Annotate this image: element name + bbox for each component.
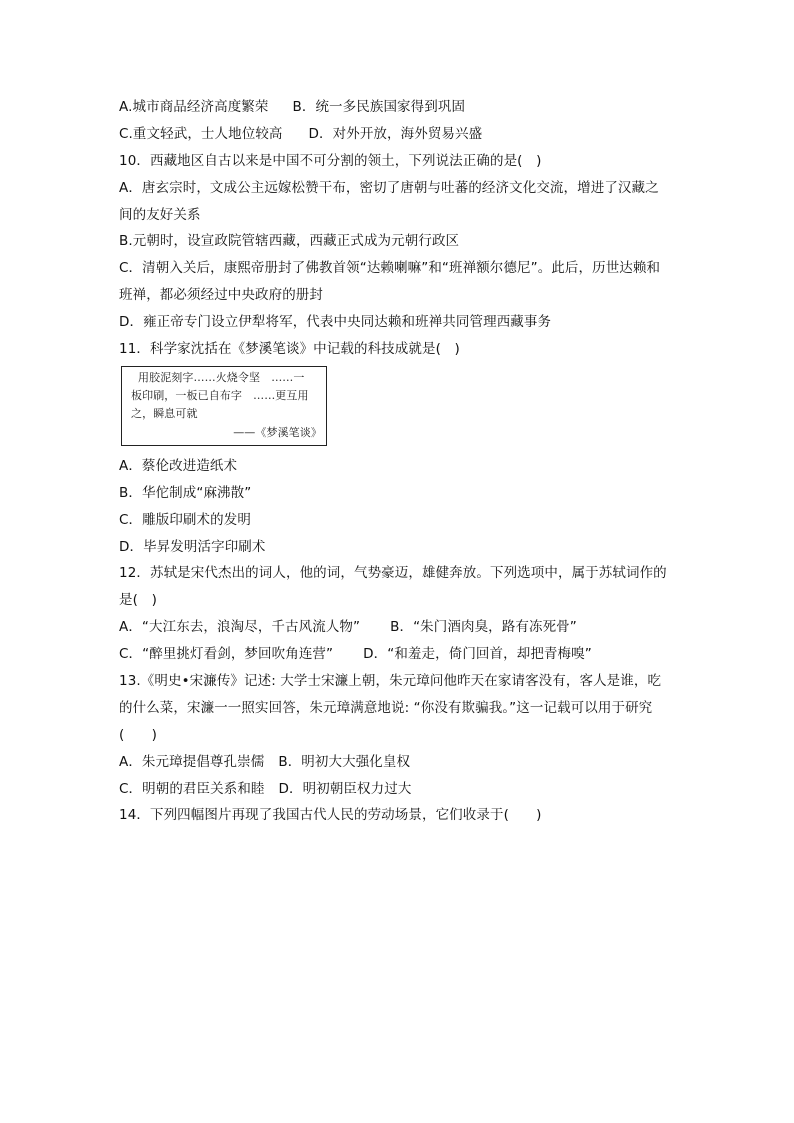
quote-line: 板印刷，一板已自布字 ……更互用 [131, 388, 309, 402]
q12-option-b: B．“朱门酒肉臭，路有冻死骨” [390, 619, 577, 636]
q11-option-d: D．毕昇发明活字印刷术 [119, 538, 266, 555]
q10-option-b: B.元朝时，设宣政院管辖西藏，西藏正式成为元朝行政区 [119, 233, 460, 250]
q14-stem: 14．下列四幅图片再现了我国古代人民的劳动场景，它们收录于( ) [119, 807, 542, 824]
q10-stem: 10．西藏地区自古以来是中国不可分割的领土，下列说法正确的是( ) [119, 152, 542, 169]
q10-option-c-line-1: C．清朝入关后，康熙帝册封了佛教首领“达赖喇嘛”和“班禅额尔德尼”。此后，历世达赖和 [119, 260, 661, 277]
q9-option-a: A.城市商品经济高度繁荣 [119, 99, 269, 115]
quote-source: ——《梦溪笔谈》 [233, 425, 322, 439]
q13-stem-line-2: 的什么菜，宋濂一一照实回答，朱元璋满意地说: “你没有欺骗我。”这一记载可以用于研究 [119, 699, 653, 716]
q11-option-c: C．雕版印刷术的发明 [119, 511, 251, 528]
q9-options-row-2 [119, 121, 679, 148]
q13-options-row-2 [119, 776, 679, 803]
q11-stem: 11．科学家沈括在《梦溪笔谈》中记载的科技成就是( ) [119, 341, 460, 358]
q13-option-d: D．明初朝臣权力过大 [278, 780, 412, 797]
q10-option-d: D．雍正帝专门设立伊犁将军，代表中央同达赖和班禅共同管理西藏事务 [119, 314, 552, 331]
q12-stem-line-1: 12．苏轼是宋代杰出的词人，他的词，气势豪迈，雄健奔放。下列选项中，属于苏轼词作的 [119, 565, 667, 582]
q9-option-c: C.重文轻武，士人地位较高 [119, 125, 283, 142]
quote-line: 之，瞬息可就 [131, 406, 198, 420]
q9-option-b: B．统一多民族国家得到巩固 [292, 99, 466, 115]
q12-option-a: A．“大江东去，浪淘尽，千古风流人物” [119, 619, 361, 636]
q12-option-d: D．“和羞走，倚门回首，却把青梅嗅” [363, 646, 592, 663]
q10-option-a-line-1: A．唐玄宗时，文成公主远嫁松赞干布，密切了唐朝与吐蕃的经济文化交流，增进了汉藏之 [119, 179, 659, 196]
q9-option-d: D．对外开放，海外贸易兴盛 [308, 125, 483, 142]
q12-options-row-2 [119, 641, 679, 668]
q12-options-row-1 [119, 614, 679, 641]
quote-line: 用胶泥刻字……火烧令坚 ……一 [138, 370, 305, 384]
q13-options-row-1 [119, 749, 679, 776]
question-content [119, 94, 679, 829]
q11-option-b: B．华佗制成“麻沸散” [119, 484, 252, 501]
q12-stem-line-2: 是( ) [119, 592, 157, 609]
q9-options-row-1 [119, 94, 679, 121]
q11-option-a: A．蔡伦改进造纸术 [119, 457, 238, 474]
q13-option-b: B．明初大大强化皇权 [278, 753, 411, 770]
q13-option-a: A．朱元璋提倡尊孔崇儒 [119, 753, 265, 770]
q12-option-c: C．“醉里挑灯看剑，梦回吹角连营” [119, 646, 334, 663]
q13-stem-line-3: ( ) [119, 726, 157, 743]
q11-quote-box [121, 366, 327, 446]
q13-stem-line-1: 13.《明史•宋濂传》记述: 大学士宋濂上朝，朱元璋问他昨天在家请客没有，客人是谁，吃 [119, 673, 662, 690]
q10-option-a-line-2: 间的友好关系 [119, 206, 201, 223]
q10-option-c-line-2: 班禅，都必须经过中央政府的册封 [119, 287, 323, 304]
q13-option-c: C．明朝的君臣关系和睦 [119, 780, 265, 797]
